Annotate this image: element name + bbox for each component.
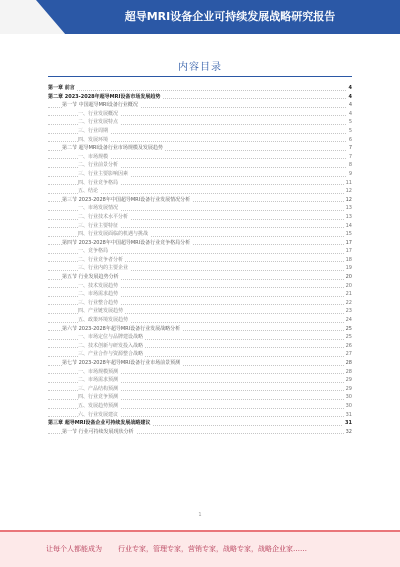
- toc-entry-text: 第二章 2023-2028年超导MRI设备市场发展趋势: [48, 93, 161, 100]
- toc-entry[interactable]: [48, 136, 352, 145]
- toc-entry-text: 第二节 超导MRI设备行业市场规模及发展趋势: [62, 145, 163, 152]
- toc-entry-text: 二、技术创新与研发投入战略: [78, 342, 144, 349]
- toc-entry-text: 第一章 前言: [48, 85, 75, 91]
- toc-entry[interactable]: [48, 144, 352, 153]
- toc-entry[interactable]: [48, 290, 352, 299]
- toc-entry-page: 25: [345, 334, 352, 341]
- toc-entry-text: 三、行业主要影响因素: [78, 170, 129, 177]
- toc-entry-text: 二、行业发展特点: [78, 119, 119, 126]
- toc-entry-text: 三、行业整合趋势: [78, 299, 119, 306]
- toc-entry-text: 五、政策环境发展趋势: [78, 317, 129, 324]
- toc-entry[interactable]: [48, 187, 352, 196]
- toc-entry-page: 17: [345, 248, 352, 255]
- toc-entry-page: 21: [345, 291, 352, 298]
- toc-entry-page: 31: [345, 420, 352, 427]
- toc-entry-page: 7: [348, 145, 352, 152]
- toc-entry-page: 4: [348, 110, 352, 117]
- toc-entry-page: 20: [345, 274, 352, 281]
- toc-entry-page: 5: [348, 127, 352, 134]
- toc-entry-text: 二、行业前景分析: [78, 162, 119, 169]
- toc-entry-text: 三、行业主要特征: [78, 222, 119, 229]
- toc-entry-page: 19: [345, 265, 352, 272]
- toc-entry-text: 四、行业竞争格局: [78, 179, 119, 186]
- toc-entry[interactable]: [48, 393, 352, 402]
- toc-entry-page: 17: [345, 239, 352, 246]
- toc-entry-text: 第七节 2023-2028年超导MRI设备行业市场前景预测: [62, 360, 181, 366]
- toc-entry-text: 二、市场需求趋势: [78, 291, 119, 298]
- toc-entry-text: 四、行业竞争预测: [78, 394, 119, 401]
- toc-entry-page: 14: [345, 222, 352, 229]
- toc-entry-page: 4: [348, 93, 352, 100]
- toc-entry[interactable]: [48, 118, 352, 127]
- toc-entry[interactable]: [48, 307, 352, 316]
- toc-entry[interactable]: [48, 333, 352, 342]
- toc-entry[interactable]: [48, 376, 352, 385]
- footer-banner: [0, 530, 400, 567]
- toc-entry-text: 一、市场规模预测: [78, 368, 119, 375]
- toc-entry[interactable]: [48, 273, 352, 282]
- toc-entry[interactable]: [48, 385, 352, 394]
- toc-entry[interactable]: [48, 325, 352, 334]
- toc-entry-page: 31: [345, 411, 352, 418]
- report-title: 超导MRI设备企业可持续发展战略研究报告: [124, 10, 336, 23]
- toc-entry[interactable]: [48, 170, 352, 179]
- toc-entry-text: 二、行业竞争者分析: [78, 256, 124, 263]
- toc-entry-text: 第五节 行业发展趋势分析: [62, 274, 119, 281]
- toc-entry-text: 一、市场规模: [78, 153, 109, 160]
- header-banner: [0, 0, 400, 34]
- toc-entry[interactable]: [48, 153, 352, 162]
- toc-entry-page: 13: [345, 213, 352, 220]
- toc-entry[interactable]: [48, 247, 352, 256]
- toc-entry-page: 29: [345, 377, 352, 384]
- toc-entry[interactable]: [48, 101, 352, 110]
- toc-entry[interactable]: [48, 230, 352, 239]
- toc-heading: 内容目录: [178, 62, 222, 73]
- toc-entry[interactable]: [48, 350, 352, 359]
- toc-entry-text: 二、市场需求预测: [78, 377, 119, 384]
- toc-entry[interactable]: [48, 84, 352, 93]
- toc-entry-text: 四、发展环境: [78, 136, 109, 143]
- toc-entry[interactable]: [48, 428, 352, 437]
- toc-entry[interactable]: [48, 161, 352, 170]
- toc-entry-page: 9: [348, 170, 352, 177]
- toc-entry-text: 一、竞争格局: [78, 248, 109, 255]
- toc-entry-page: 24: [345, 317, 352, 324]
- toc-entry-page: 22: [345, 299, 352, 306]
- toc-entry-page: 26: [345, 342, 352, 349]
- toc-entry-page: 7: [348, 153, 352, 160]
- toc-entry-text: 三、产品结构预测: [78, 385, 119, 392]
- toc-entry-text: 一、市场发展情况: [78, 205, 119, 212]
- table-of-contents: [48, 84, 352, 436]
- toc-entry-text: 第一节 中国超导MRI设备行业概况: [62, 102, 138, 109]
- toc-entry[interactable]: [48, 179, 352, 188]
- toc-entry-page: 28: [345, 360, 352, 366]
- toc-entry-page: 4: [348, 85, 352, 91]
- toc-entry-text: 四、行业发展面临的机遇与挑战: [78, 231, 149, 238]
- toc-heading-divider: [48, 76, 352, 77]
- toc-entry-page: 18: [345, 256, 352, 263]
- toc-entry-text: 三、行业内的主要企业: [78, 265, 129, 272]
- toc-entry[interactable]: [48, 213, 352, 222]
- toc-entry[interactable]: [48, 222, 352, 231]
- toc-entry[interactable]: [48, 419, 352, 428]
- toc-entry-page: 29: [345, 385, 352, 392]
- toc-entry-page: 23: [345, 308, 352, 315]
- toc-entry[interactable]: [48, 411, 352, 420]
- footer-slogan: 让每个人都能成为: [46, 545, 102, 553]
- toc-entry-text: 五、发展趋势预测: [78, 402, 119, 409]
- toc-entry[interactable]: [48, 196, 352, 205]
- toc-entry[interactable]: [48, 402, 352, 411]
- toc-entry-text: 三、行业周期: [78, 127, 109, 134]
- toc-entry-page: 13: [345, 205, 352, 212]
- toc-entry[interactable]: [48, 110, 352, 119]
- toc-entry-page: 15: [345, 231, 352, 238]
- toc-entry[interactable]: [48, 342, 352, 351]
- toc-entry[interactable]: [48, 368, 352, 377]
- toc-entry-page: 28: [345, 368, 352, 375]
- toc-entry-text: 第三节 2023-2028年中国超导MRI设备行业发展情况分析: [62, 196, 191, 203]
- toc-entry-page: 5: [348, 119, 352, 126]
- toc-entry-page: 12: [345, 196, 352, 203]
- toc-entry-page: 25: [345, 325, 352, 332]
- toc-entry-text: 一、技术发展趋势: [78, 282, 119, 289]
- toc-entry-text: 二、行业技术水平分析: [78, 213, 129, 220]
- toc-entry-text: 第三章 超导MRI设备企业可持续发展战略建议: [48, 420, 151, 427]
- toc-entry[interactable]: [48, 127, 352, 136]
- toc-entry-text: 第一节 行业可持续发展现状分析: [62, 428, 134, 435]
- toc-entry-text: 四、产业链发展趋势: [78, 308, 124, 315]
- toc-entry[interactable]: [48, 256, 352, 265]
- toc-entry-text: 一、市场定位与品牌建设战略: [78, 334, 144, 341]
- toc-entry[interactable]: [48, 93, 352, 102]
- toc-entry-text: 三、产业合作与资源整合战略: [78, 351, 144, 358]
- toc-entry-page: 20: [345, 282, 352, 289]
- toc-entry-page: 32: [345, 428, 352, 435]
- toc-entry-page: 6: [348, 136, 352, 143]
- toc-entry[interactable]: [48, 204, 352, 213]
- page-number: 1: [198, 512, 202, 518]
- toc-entry-text: 第四节 2023-2028年中国超导MRI设备行业竞争格局分析: [62, 239, 191, 246]
- toc-entry-page: 11: [345, 179, 352, 186]
- toc-entry[interactable]: [48, 359, 352, 368]
- toc-entry-page: 27: [345, 351, 352, 358]
- toc-entry-text: 第六节 2023-2028年超导MRI设备行业发展战略分析: [62, 325, 181, 332]
- toc-entry-text: 六、行业发展建议: [78, 411, 119, 418]
- toc-entry-text: 五、结论: [78, 188, 99, 195]
- toc-entry[interactable]: [48, 264, 352, 273]
- toc-entry-page: 30: [345, 394, 352, 401]
- toc-entry[interactable]: [48, 282, 352, 291]
- toc-entry[interactable]: [48, 316, 352, 325]
- toc-entry-page: 30: [345, 402, 352, 409]
- toc-entry-page: 4: [348, 102, 352, 109]
- toc-entry-page: 12: [345, 188, 352, 195]
- toc-entry-text: 一、行业发展概况: [78, 110, 119, 117]
- toc-entry-page: 8: [348, 162, 352, 169]
- footer-tagline: 行业专家，管理专家，营销专家，战略专家，战略企业家……: [118, 545, 307, 553]
- toc-entry[interactable]: [48, 239, 352, 248]
- toc-entry[interactable]: [48, 299, 352, 308]
